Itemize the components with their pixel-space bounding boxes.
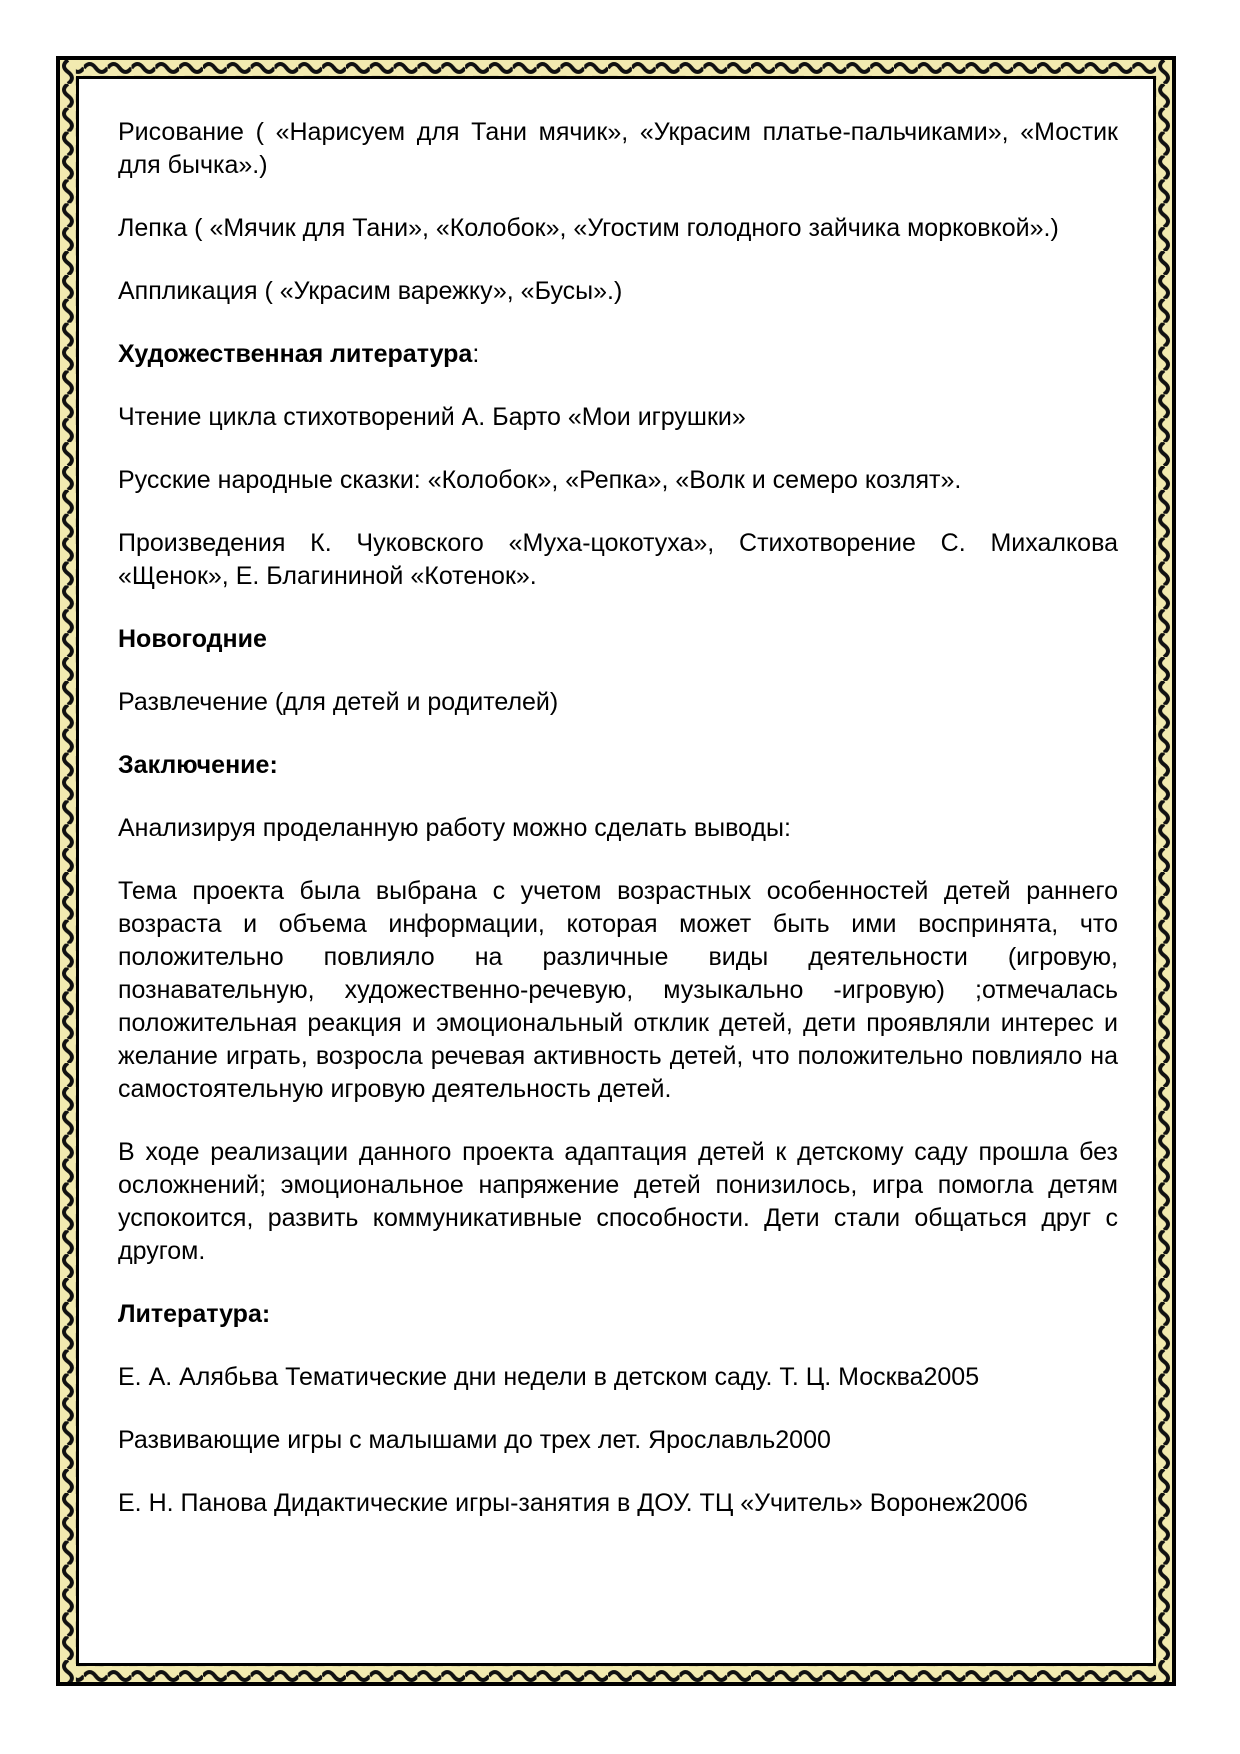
reference-2: Развивающие игры с малышами до трех лет. Ярославль2000 [118,1426,831,1454]
paragraph-analysis: Анализируя проделанную работу можно сделать выводы: [118,814,791,842]
paragraph-works: Произведения К. Чуковского «Муха-цокотуха», Стихотворение С. Михалкова «Щенок», Е. Благининой «Котенок». [118,529,1118,590]
heading-fiction [118,338,1118,371]
paragraph-applique: Аппликация ( «Украсим варежку», «Бусы».) [118,277,623,305]
document-body [118,116,1118,1550]
paragraph-project-theme: Тема проекта была выбрана с учетом возрастных особенностей детей раннего возраста и объема информации, которая может быть ими воспринята, что положительно повлияло на различные виды деятельности (игровую, познавательную, художественно-речевую, музыкально -игровую) ;отмечалась положительная реакция и эмоциональный отклик детей, дети проявляли интерес и желание играть, возросла речевая активность детей, что положительно повлияло на самостоятельную игровую деятельность детей. [118,877,1118,1103]
paragraph-entertainment: Развлечение (для детей и родителей) [118,688,559,716]
heading-literature: Литература: [118,1300,271,1328]
paragraph-barto: Чтение цикла стихотворений А. Барто «Мои игрушки» [118,403,746,431]
paragraph-adaptation: В ходе реализации данного проекта адаптация детей к детскому саду прошла без осложнений; эмоциональное напряжение детей понизилось, игра помогла детям успокоится, развить коммуникативные способности. Дети стали общаться друг с другом. [118,1138,1118,1265]
heading-conclusion: Заключение: [118,751,278,779]
heading-fiction-bold: Художественная литература [118,340,473,368]
heading-fiction-colon: : [472,340,480,368]
paragraph-folk-tales: Русские народные сказки: «Колобок», «Репка», «Волк и семеро козлят». [118,466,962,494]
heading-new-year: Новогодние [118,625,267,653]
reference-3: Е. Н. Панова Дидактические игры-занятия в ДОУ. ТЦ «Учитель» Воронеж2006 [118,1489,1028,1517]
paragraph-drawing: Рисование ( «Нарисуем для Тани мячик», «Украсим платье-пальчиками», «Мостик для бычка».) [118,118,1118,179]
paragraph-modeling: Лепка ( «Мячик для Тани», «Колобок», «Угостим голодного зайчика морковкой».) [118,214,1059,242]
reference-1: Е. А. Алябьва Тематические дни недели в детском саду. Т. Ц. Москва2005 [118,1363,980,1391]
